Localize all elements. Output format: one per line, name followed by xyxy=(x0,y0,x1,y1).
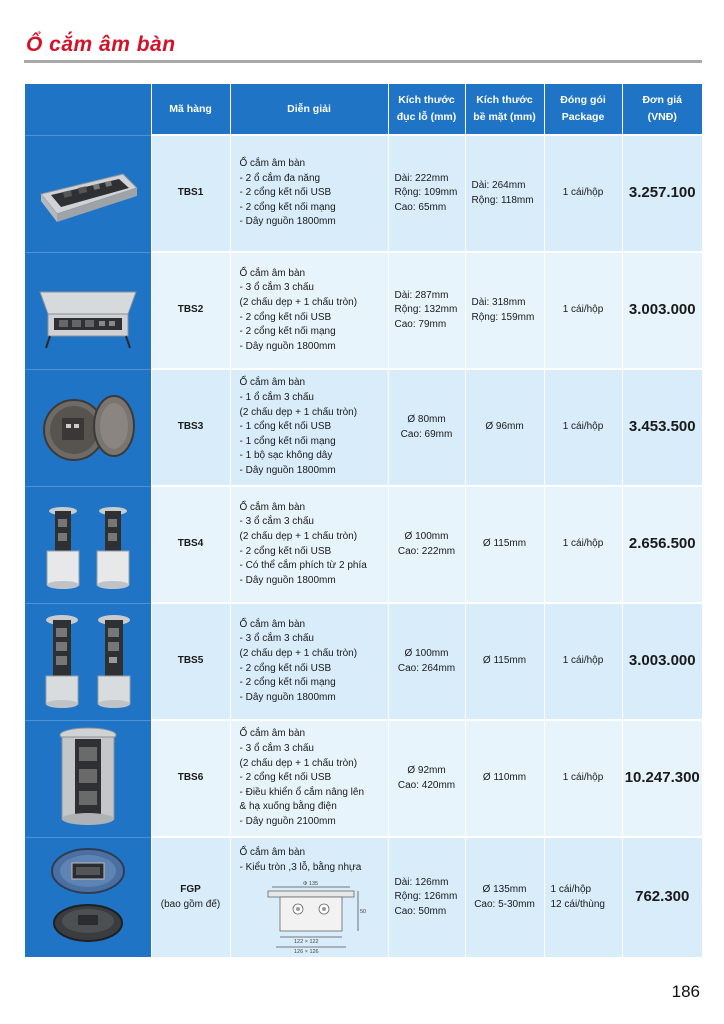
desc-line: - 2 cổng kết nối USB xyxy=(239,662,332,674)
package xyxy=(544,252,622,369)
package-line: 1 cái/hộp xyxy=(562,772,604,784)
package xyxy=(544,486,622,603)
surface-size xyxy=(465,603,544,720)
product-code xyxy=(151,486,230,603)
surface-line: Rộng: 118mm xyxy=(471,194,534,206)
header-cutout-line: Kích thước xyxy=(398,94,455,106)
desc-line: (2 chấu dẹp + 1 chấu tròn) xyxy=(239,296,358,308)
desc-line: - Dây nguồn 2100mm xyxy=(239,815,336,827)
surface-size xyxy=(465,720,544,837)
product-tbs6-image xyxy=(48,725,128,833)
desc-line: - 1 ổ cắm 3 chấu xyxy=(239,392,314,404)
desc-line: - 3 ổ cắm 3 chấu xyxy=(239,633,314,645)
product-tbs2-image xyxy=(32,270,144,352)
table-row xyxy=(25,720,702,837)
cutout-size xyxy=(388,369,465,486)
product-image-cell xyxy=(25,837,151,957)
unit-price: 2.656.500 xyxy=(622,486,702,603)
product-code-note: (bao gồm đế) xyxy=(160,898,221,910)
cutout-size xyxy=(388,135,465,252)
cutout-size xyxy=(388,603,465,720)
product-code-text: TBS4 xyxy=(177,538,204,550)
header-surface-line: Kích thước xyxy=(476,94,533,106)
table-header-row xyxy=(25,84,702,135)
product-code xyxy=(151,135,230,252)
cutout-size xyxy=(388,252,465,369)
desc-line: - Có thể cắm phích từ 2 phía xyxy=(239,560,367,572)
product-tbs4-image xyxy=(33,497,143,593)
header-surface-line: bề mặt (mm) xyxy=(473,111,536,123)
desc-line: Ổ cắm âm bàn xyxy=(239,377,306,389)
product-description xyxy=(230,486,388,603)
product-code-text: TBS3 xyxy=(177,421,204,433)
desc-line: Ổ cắm âm bàn xyxy=(239,847,306,858)
cutout-line: Cao: 420mm xyxy=(397,779,456,791)
desc-line: - Điều khiển ổ cắm nâng lên xyxy=(239,786,365,798)
package-line: 1 cái/hộp xyxy=(562,655,604,667)
desc-line: - Dây nguồn 1800mm xyxy=(239,216,336,228)
desc-line: - 2 cổng kết nối USB xyxy=(239,772,332,784)
desc-line: - Dây nguồn 1800mm xyxy=(239,340,336,352)
header-desc xyxy=(230,84,388,135)
cutout-line: Ø 100mm xyxy=(404,647,449,659)
product-image-cell xyxy=(25,135,151,252)
surface-line: Ø 135mm xyxy=(482,884,527,895)
package xyxy=(544,135,622,252)
product-image-cell xyxy=(25,603,151,720)
package xyxy=(544,603,622,720)
package xyxy=(544,369,622,486)
cutout-line: Cao: 50mm xyxy=(394,905,447,917)
cutout-line: Ø 100mm xyxy=(404,530,449,542)
header-surface xyxy=(465,84,544,135)
unit-price: 762.300 xyxy=(622,837,702,957)
product-description xyxy=(230,720,388,837)
desc-line: - 2 cổng kết nối USB xyxy=(239,311,332,323)
desc-line: - 3 ổ cắm 3 chấu xyxy=(239,516,314,528)
header-cutout xyxy=(388,84,465,135)
surface-size xyxy=(465,135,544,252)
table-row xyxy=(25,486,702,603)
drawing-label: 50 xyxy=(359,909,366,916)
cutout-line: Dài: 222mm xyxy=(394,172,449,184)
table-row xyxy=(25,252,702,369)
product-image-cell xyxy=(25,369,151,486)
product-code-text: TBS6 xyxy=(177,772,204,784)
desc-line: - 3 ổ cắm 3 chấu xyxy=(239,743,314,755)
title-divider xyxy=(24,60,702,63)
product-tbs3-image xyxy=(36,388,140,468)
page-number: 186 xyxy=(671,982,700,1001)
desc-line: Ổ cắm âm bàn xyxy=(239,267,306,279)
header-code-text: Mã hàng xyxy=(169,102,212,115)
package xyxy=(544,720,622,837)
cutout-line: Cao: 79mm xyxy=(394,318,447,330)
header-cutout-line: đục lỗ (mm) xyxy=(396,111,457,123)
product-image-cell xyxy=(25,720,151,837)
unit-price: 3.453.500 xyxy=(622,369,702,486)
cutout-line: Rộng: 109mm xyxy=(394,187,458,199)
surface-size xyxy=(465,837,544,957)
header-price xyxy=(622,84,702,135)
header-code xyxy=(151,84,230,135)
desc-line: - Dây nguồn 1800mm xyxy=(239,574,336,586)
desc-line: (2 chấu dẹp + 1 chấu tròn) xyxy=(239,757,358,769)
header-package xyxy=(544,84,622,135)
cutout-size xyxy=(388,486,465,603)
cutout-line: Dài: 287mm xyxy=(394,289,449,301)
product-code-text: FGP xyxy=(180,884,201,895)
product-code-text: TBS2 xyxy=(177,304,204,316)
package-line: 1 cái/hộp xyxy=(562,421,604,433)
desc-line: - 2 cổng kết nối mạng xyxy=(239,201,336,213)
desc-line: Ổ cắm âm bàn xyxy=(239,501,306,513)
desc-line: - Kiểu tròn ,3 lỗ, bằng nhựa xyxy=(239,861,362,873)
product-description xyxy=(230,603,388,720)
desc-line: (2 chấu dẹp + 1 chấu tròn) xyxy=(239,530,358,542)
dimension-drawing xyxy=(258,879,368,957)
desc-line: & hạ xuống bằng điện xyxy=(239,801,337,813)
surface-size xyxy=(465,369,544,486)
surface-line: Dài: 318mm xyxy=(471,296,526,308)
page-title: Ổ cắm âm bàn xyxy=(26,33,176,56)
product-code xyxy=(151,720,230,837)
surface-line: Rộng: 159mm xyxy=(471,311,535,323)
table-row xyxy=(25,837,702,957)
package-line: 1 cái/hộp xyxy=(550,884,592,895)
cutout-line: Ø 92mm xyxy=(407,764,446,776)
package xyxy=(544,837,622,957)
product-code-text: TBS5 xyxy=(177,655,204,667)
cutout-size xyxy=(388,720,465,837)
header-package-line: Package xyxy=(561,111,605,123)
header-package-line: Đóng gói xyxy=(560,94,606,106)
unit-price: 3.003.000 xyxy=(622,252,702,369)
package-line: 1 cái/hộp xyxy=(562,187,604,199)
product-image-cell xyxy=(25,486,151,603)
product-fgp-image xyxy=(40,843,136,951)
product-description xyxy=(230,135,388,252)
desc-line: Ổ cắm âm bàn xyxy=(239,618,306,630)
desc-line: - 1 bộ sạc không dây xyxy=(239,450,333,462)
surface-line: Ø 115mm xyxy=(482,655,527,667)
desc-line: - 2 ổ cắm đa năng xyxy=(239,172,321,184)
surface-size xyxy=(465,252,544,369)
cutout-line: Rộng: 126mm xyxy=(394,891,458,903)
drawing-label: Φ 135 xyxy=(302,881,318,888)
cutout-line: Cao: 222mm xyxy=(397,545,456,557)
desc-line: - 1 cổng kết nối mạng xyxy=(239,435,336,447)
product-code xyxy=(151,837,230,957)
product-description xyxy=(230,252,388,369)
product-code-text: TBS1 xyxy=(177,187,204,199)
unit-price: 10.247.300 xyxy=(622,720,702,837)
product-code xyxy=(151,369,230,486)
header-price-line: (VNĐ) xyxy=(647,111,677,123)
surface-line: Dài: 264mm xyxy=(471,179,526,191)
desc-line: (2 chấu dẹp + 1 chấu tròn) xyxy=(239,406,358,418)
package-line: 12 cái/thùng xyxy=(550,898,605,910)
product-tbs5-image xyxy=(32,610,144,714)
product-description xyxy=(230,369,388,486)
cutout-line: Dài: 126mm xyxy=(394,876,449,888)
table-row xyxy=(25,135,702,252)
surface-size xyxy=(465,486,544,603)
product-image-cell xyxy=(25,252,151,369)
table-row xyxy=(25,369,702,486)
desc-line: - 2 cổng kết nối mạng xyxy=(239,677,336,689)
cutout-line: Ø 80mm xyxy=(407,413,446,425)
desc-line: - 1 cổng kết nối USB xyxy=(239,421,332,433)
desc-line: - 2 cổng kết nối USB xyxy=(239,187,332,199)
desc-line: Ổ cắm âm bàn xyxy=(239,158,306,170)
desc-line: - Dây nguồn 1800mm xyxy=(239,464,336,476)
package-line: 1 cái/hộp xyxy=(562,538,604,550)
desc-line: (2 chấu dẹp + 1 chấu tròn) xyxy=(239,647,358,659)
desc-line: - 2 cổng kết nối mạng xyxy=(239,326,336,338)
header-price-line: Đơn giá xyxy=(642,94,683,106)
desc-line: - 3 ổ cắm 3 chấu xyxy=(239,282,314,294)
product-tbs1-image xyxy=(33,154,143,234)
price-table xyxy=(25,84,702,957)
header-desc-text: Diễn giải xyxy=(287,102,331,115)
desc-line: - 2 cổng kết nối USB xyxy=(239,545,332,557)
cutout-line: Cao: 264mm xyxy=(397,662,456,674)
unit-price: 3.257.100 xyxy=(622,135,702,252)
header-image xyxy=(25,84,151,135)
desc-line: Ổ cắm âm bàn xyxy=(239,728,306,740)
cutout-size xyxy=(388,837,465,957)
cutout-line: Cao: 69mm xyxy=(400,428,453,440)
drawing-label: 122 × 122 xyxy=(293,939,319,946)
surface-line: Ø 96mm xyxy=(485,421,524,433)
table-row xyxy=(25,603,702,720)
product-code xyxy=(151,252,230,369)
surface-line: Cao: 5-30mm xyxy=(474,898,535,910)
cutout-line: Cao: 65mm xyxy=(394,201,447,213)
product-description xyxy=(230,837,388,957)
surface-line: Ø 115mm xyxy=(482,538,527,550)
package-line: 1 cái/hộp xyxy=(562,304,604,316)
surface-line: Ø 110mm xyxy=(482,772,527,784)
cutout-line: Rộng: 132mm xyxy=(394,304,458,316)
drawing-label: 126 × 126 xyxy=(293,949,319,956)
unit-price: 3.003.000 xyxy=(622,603,702,720)
product-code xyxy=(151,603,230,720)
desc-line: - Dây nguồn 1800mm xyxy=(239,691,336,703)
